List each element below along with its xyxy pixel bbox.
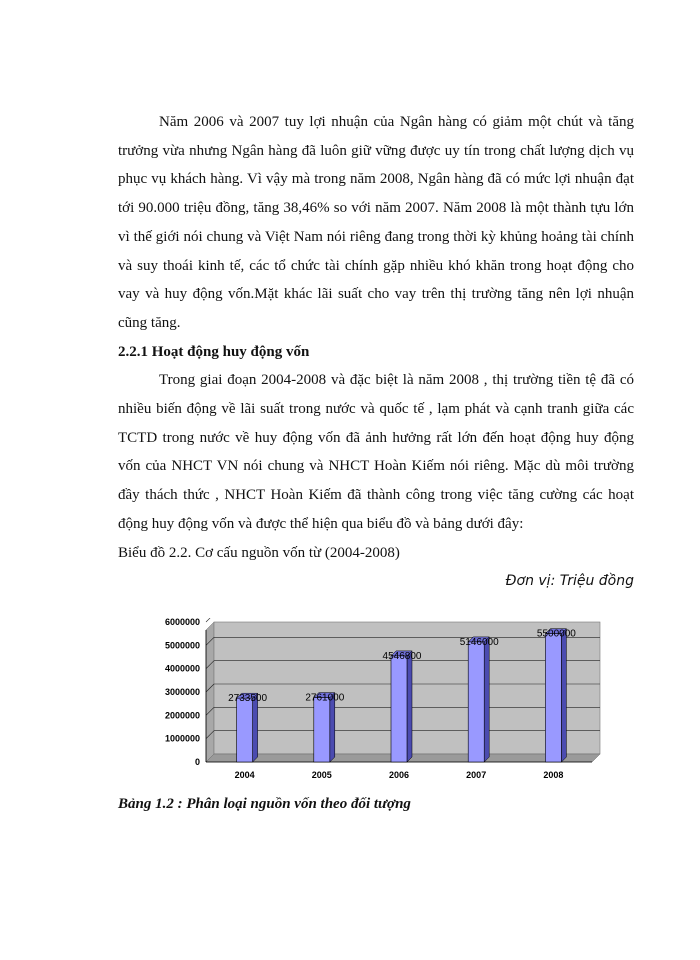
section-heading: 2.2.1 Hoạt động huy động vốn bbox=[118, 343, 310, 360]
paragraph-profit: Năm 2006 và 2007 tuy lợi nhuận của Ngân hàng có giảm một chút và tăng trưởng vừa nhưng Ngân hàng đã luôn giữ vững được uy tín trong chất lượng dịch vụ phục vụ khách hàng. Vì vậy mà trong năm 2008, Ngân hàng đã có mức lợi nhuận đạt tới 90.000 triệu đồng, tăng 38,46% so với năm 2007. Năm 2008 là một thành tựu lớn vì thế giới nói chung và Việt Nam nói riêng đang trong thời kỳ khủng hoảng tài chính và suy thoái kinh tế, các tổ chức tài chính gặp nhiều khó khăn trong hoạt động cho vay và huy động vốn.Mặt khác lãi suất cho vay trên thị trường tăng nên lợi nhuận cũng tăng. bbox=[118, 114, 634, 331]
table-caption: Bảng 1.2 : Phân loại nguồn vốn theo đối tượng bbox=[118, 796, 411, 812]
y-tick-label: 4000000 bbox=[164, 663, 200, 674]
document-body bbox=[118, 108, 634, 595]
bar-2006 bbox=[391, 656, 407, 762]
plot-side-wall bbox=[206, 622, 214, 762]
bar-2004 bbox=[237, 698, 253, 762]
data-label: 5146000 bbox=[459, 636, 499, 648]
data-label: 5500000 bbox=[536, 628, 576, 640]
y-tick-label: 3000000 bbox=[164, 687, 200, 697]
bar-2007 bbox=[468, 642, 484, 762]
data-label: 2761000 bbox=[305, 692, 345, 704]
x-tick-label: 2007 bbox=[466, 770, 487, 780]
bar-chart-svg bbox=[118, 618, 618, 788]
y-tick-label: 5000000 bbox=[164, 640, 200, 651]
capital-structure-chart bbox=[118, 618, 618, 788]
gridline-side bbox=[206, 618, 214, 622]
paragraph-capital-mobilization: Trong giai đoạn 2004-2008 và đặc biệt là năm 2008 , thị trường tiền tệ đã có nhiều biến động về lãi suất trong nước và quốc tế , lạm phát và cạnh tranh giữa các TCTD trong nước về huy động vốn đã ảnh hưởng rất lớn đến hoạt động huy động vốn của NHCT VN nói chung và NHCT Hoàn Kiếm nói riêng. Mặc dù môi trường đầy thách thức , NHCT Hoàn Kiếm đã thành công trong việc tăng cường các hoạt động huy động vốn và được thể hiện qua biểu đồ và bảng dưới đây: bbox=[118, 372, 634, 532]
x-tick-label: 2004 bbox=[234, 770, 255, 780]
y-tick-label: 6000000 bbox=[164, 618, 200, 627]
x-tick-label: 2006 bbox=[388, 770, 410, 780]
x-tick-label: 2005 bbox=[311, 770, 332, 780]
chart-caption: Biểu đồ 2.2. Cơ cấu nguồn vốn từ (2004-2008) bbox=[118, 544, 400, 561]
x-tick-label: 2008 bbox=[543, 770, 564, 780]
data-label: 4546800 bbox=[382, 650, 422, 662]
bar-side bbox=[484, 637, 489, 762]
bar-2005 bbox=[314, 698, 330, 762]
y-tick-label: 1000000 bbox=[164, 733, 200, 744]
y-tick-label: 0 bbox=[194, 757, 200, 767]
bar-2008 bbox=[545, 634, 561, 762]
bar-side bbox=[561, 629, 566, 762]
data-label: 2733500 bbox=[228, 693, 268, 705]
bar-side bbox=[407, 651, 412, 762]
y-tick-label: 2000000 bbox=[164, 710, 200, 721]
unit-label: Đơn vị: Triệu đồng bbox=[505, 572, 634, 589]
